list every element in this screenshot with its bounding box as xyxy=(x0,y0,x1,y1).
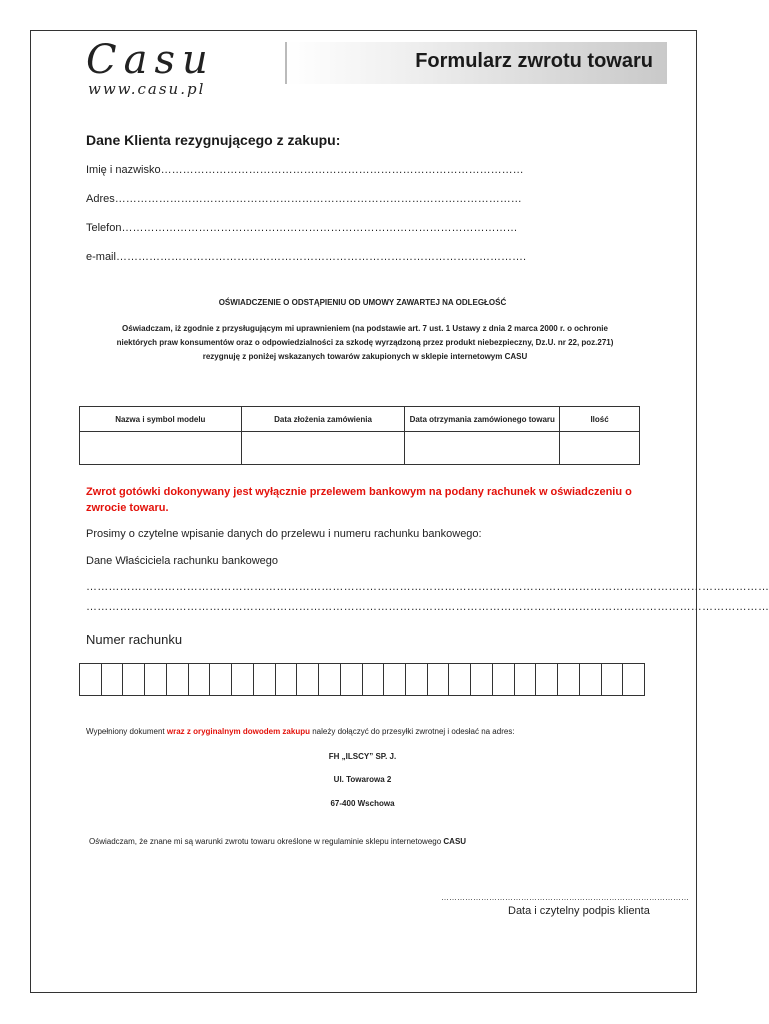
quantity-cell[interactable] xyxy=(560,432,640,465)
return-company: FH „ILSCY” SP. J. xyxy=(328,752,397,761)
declaration-line: rezygnuję z poniżej wskazanych towarów zakupionych w sklepie internetowym CASU xyxy=(202,352,528,361)
account-digit-cell[interactable] xyxy=(515,664,537,695)
declaration-title: OŚWIADCZENIE O ODSTĄPIENIU OD UMOWY ZAWARTEJ NA ODLEGŁOŚĆ xyxy=(218,298,507,307)
account-digit-cell[interactable] xyxy=(493,664,515,695)
logo-url: www.casu.pl xyxy=(88,80,206,98)
signature-line[interactable]: ………………………………………………………………………………… xyxy=(441,893,689,902)
page-title: Formularz zwrotu towaru xyxy=(415,50,653,72)
account-digit-cell[interactable] xyxy=(319,664,341,695)
account-digit-cell[interactable] xyxy=(80,664,102,695)
account-digit-cell[interactable] xyxy=(145,664,167,695)
declaration-body xyxy=(95,322,635,364)
account-digit-cell[interactable] xyxy=(536,664,558,695)
account-digit-cell[interactable] xyxy=(363,664,385,695)
account-digit-cell[interactable] xyxy=(210,664,232,695)
terms-text: Oświadczam, że znane mi są warunki zwrotu towaru określone w regulaminie sklepu internetowego xyxy=(89,837,444,846)
account-digit-cell[interactable] xyxy=(623,664,644,695)
account-owner-label: Dane Właściciela rachunku bankowego xyxy=(86,555,278,567)
column-header: Data otrzymania zamówionego towaru xyxy=(405,407,560,432)
account-digit-cell[interactable] xyxy=(406,664,428,695)
account-owner-line[interactable]: ………………………………………………………………………………………………………………………………………………………………… xyxy=(86,581,769,593)
column-header: Data złożenia zamówienia xyxy=(241,407,405,432)
email-field[interactable]: e-mail…………………………………………………………………………………………………. xyxy=(86,251,527,263)
account-digit-cell[interactable] xyxy=(167,664,189,695)
account-digit-cell[interactable] xyxy=(297,664,319,695)
account-digit-cell[interactable] xyxy=(102,664,124,695)
return-street: Ul. Towarowa 2 xyxy=(333,775,392,784)
table-row xyxy=(80,432,640,465)
shipping-text: Wypełniony dokument xyxy=(86,727,167,736)
name-field[interactable]: Imię i nazwisko……………………………………………………………………………………… xyxy=(86,164,524,176)
shipping-text: należy dołączyć do przesyłki zwrotnej i odesłać na adres: xyxy=(310,727,515,736)
account-digit-cell[interactable] xyxy=(602,664,624,695)
account-digit-cell[interactable] xyxy=(558,664,580,695)
account-digit-cell[interactable] xyxy=(276,664,298,695)
signature-label: Data i czytelny podpis klienta xyxy=(508,905,650,917)
transfer-request: Prosimy o czytelne wpisanie danych do przelewu i numeru rachunku bankowego: xyxy=(86,528,482,540)
account-digit-cell[interactable] xyxy=(232,664,254,695)
return-city: 67-400 Wschowa xyxy=(330,799,395,808)
proof-of-purchase-highlight: wraz z oryginalnym dowodem zakupu xyxy=(166,727,310,736)
phone-field[interactable]: Telefon……………………………………………………………………………………………… xyxy=(86,222,518,234)
table-header-row xyxy=(80,407,640,432)
goods-table xyxy=(79,406,640,465)
shipping-instruction xyxy=(86,727,515,736)
address-field[interactable]: Adres………………………………………………………………………………………………… xyxy=(86,193,522,205)
account-digit-cell[interactable] xyxy=(449,664,471,695)
account-owner-line[interactable]: ………………………………………………………………………………………………………………………………………………………………… xyxy=(86,601,769,613)
account-digit-cell[interactable] xyxy=(123,664,145,695)
account-digit-cell[interactable] xyxy=(580,664,602,695)
column-header: Nazwa i symbol modelu xyxy=(80,407,242,432)
client-section-title: Dane Klienta rezygnującego z zakupu: xyxy=(86,132,341,148)
receipt-date-cell[interactable] xyxy=(405,432,560,465)
account-digit-cell[interactable] xyxy=(384,664,406,695)
account-digit-cell[interactable] xyxy=(428,664,450,695)
refund-note: Zwrot gotówki dokonywany jest wyłącznie przelewem bankowym na podany rachunek w oświadczeniu o zwrocie towaru. xyxy=(86,486,632,514)
declaration-line: Oświadczam, iż zgodnie z przysługującym mi uprawnieniem (na podstawie art. 7 ust. 1 Ustawy z dnia 2 marca 2000 r. o ochronie xyxy=(122,324,608,333)
order-date-cell[interactable] xyxy=(241,432,405,465)
account-digit-cell[interactable] xyxy=(189,664,211,695)
account-digit-cell[interactable] xyxy=(471,664,493,695)
account-digit-cell[interactable] xyxy=(254,664,276,695)
model-cell[interactable] xyxy=(80,432,242,465)
account-digit-cell[interactable] xyxy=(341,664,363,695)
logo-wordmark: Casu xyxy=(86,37,215,83)
account-number-label: Numer rachunku xyxy=(86,632,183,647)
declaration-line: niektórych praw konsumentów oraz o odpowiedzialności za szkodę wyrządzoną przez produkt niebezpieczny, Dz.U. nr 22, poz.271) xyxy=(116,338,614,347)
column-header: Ilość xyxy=(560,407,640,432)
casu-logo xyxy=(86,37,215,98)
title-banner xyxy=(285,42,667,84)
terms-brand: CASU xyxy=(443,837,467,846)
terms-statement xyxy=(89,837,466,846)
account-number-grid[interactable] xyxy=(79,663,645,696)
